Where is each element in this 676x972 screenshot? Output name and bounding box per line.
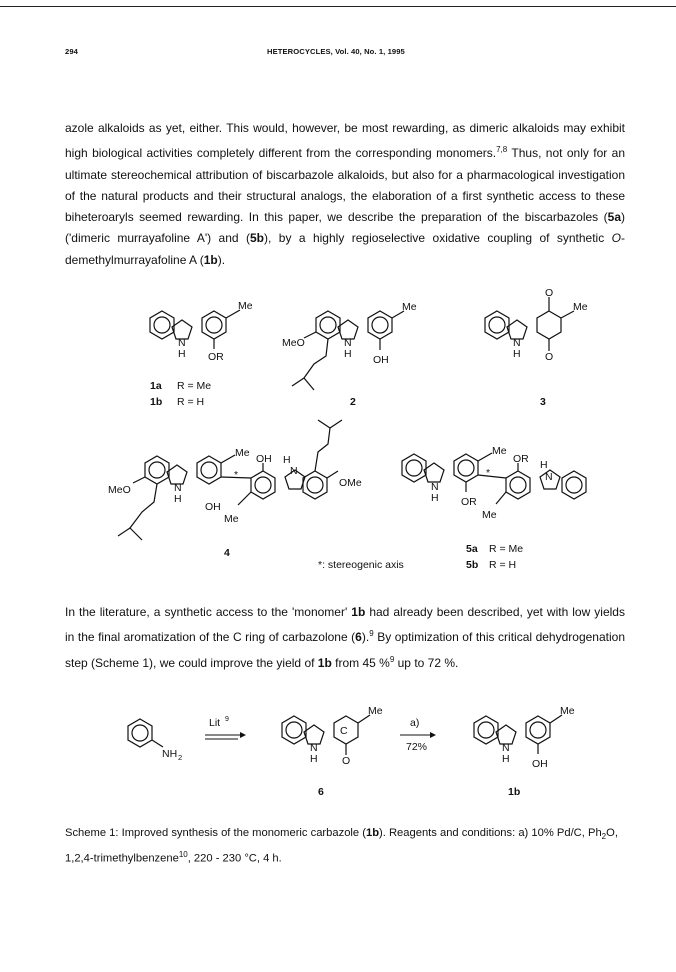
svg-text:H: H <box>283 454 291 466</box>
svg-text:9: 9 <box>225 716 229 723</box>
compound-label-1a: 1a <box>150 380 162 392</box>
scheme-caption: Scheme 1: Improved synthesis of the monomeric carbazole (1b). Reagents and conditions: a) 10% Pd/C, $Ph_2O$, 1,2,4-trimethylbenzene$^{10}$, 220 - 230 °C, 4 h. <box>65 827 618 865</box>
compound-label-2: 2 <box>350 396 356 408</box>
svg-text:H: H <box>310 753 318 765</box>
svg-text:H: H <box>344 348 352 360</box>
svg-text:OH: OH <box>373 354 389 366</box>
compound-label-4: 4 <box>224 547 230 559</box>
structure-3 <box>485 287 588 363</box>
svg-text:OR: OR <box>513 453 529 465</box>
structure-4 <box>108 420 362 540</box>
svg-text:N: N <box>545 471 553 483</box>
svg-text:H: H <box>174 493 182 505</box>
svg-text:OH: OH <box>532 758 548 770</box>
svg-text:N: N <box>344 337 352 349</box>
svg-text:Me: Me <box>402 301 417 313</box>
scheme-1 <box>0 690 676 810</box>
svg-text:Me: Me <box>368 705 383 717</box>
svg-text:MeO: MeO <box>282 337 305 349</box>
svg-text:NH: NH <box>162 748 178 760</box>
r-group-5a: R = Me <box>489 543 524 555</box>
svg-text:a): a) <box>410 717 420 729</box>
svg-text:H: H <box>431 492 439 504</box>
svg-text:OR: OR <box>461 496 477 508</box>
arrow-step-a <box>400 717 436 753</box>
page-number: 294 <box>65 47 78 56</box>
paragraph-literature: In the literature, a synthetic access to the 'monomer' 1b had already been described, yet with low yields in the final aromatization of the C ring of carbazolone (6).$^9$ By optimization of this critical dehydrogenation step (Scheme 1), we could improve the yield of 1b from 45 %$^9$ up to 72 %. <box>65 605 625 670</box>
compound-label-1b-scheme: 1b <box>508 786 521 798</box>
svg-text:C: C <box>340 725 348 737</box>
r-group-1b: R = H <box>177 396 205 408</box>
aniline-structure <box>128 719 182 762</box>
top-rule <box>0 6 676 7</box>
figure-structures <box>0 280 676 580</box>
svg-text:N: N <box>174 482 182 494</box>
svg-text:H: H <box>513 348 521 360</box>
compound-label-1b: 1b <box>150 396 163 408</box>
svg-text:*: * <box>234 469 239 481</box>
svg-text:O: O <box>545 351 554 363</box>
svg-text:Me: Me <box>560 705 575 717</box>
r-group-5b: R = H <box>489 559 517 571</box>
compound-label-3: 3 <box>540 396 546 408</box>
running-header: HETEROCYCLES, Vol. 40, No. 1, 1995 <box>267 47 405 56</box>
svg-text:*: * <box>486 467 491 479</box>
svg-text:N: N <box>513 337 521 349</box>
structure-6 <box>282 705 383 767</box>
svg-text:OH: OH <box>256 453 272 465</box>
stereogenic-axis-note: *: stereogenic axis <box>318 559 404 571</box>
svg-text:N: N <box>290 465 298 477</box>
svg-text:N: N <box>431 481 439 493</box>
svg-text:H: H <box>502 753 510 765</box>
svg-text:N: N <box>178 337 186 349</box>
compound-label-5b: 5b <box>466 559 479 571</box>
arrow-lit <box>205 716 246 739</box>
compound-label-6: 6 <box>318 786 324 798</box>
svg-text:MeO: MeO <box>108 484 131 496</box>
svg-text:Me: Me <box>482 509 497 521</box>
svg-text:H: H <box>540 459 548 471</box>
r-group-1a: R = Me <box>177 380 212 392</box>
svg-text:H: H <box>178 348 186 360</box>
compound-label-5a: 5a <box>466 543 478 555</box>
svg-text:OH: OH <box>205 501 221 513</box>
structure-1 <box>150 300 253 363</box>
structure-5 <box>402 445 586 521</box>
svg-text:O: O <box>545 287 554 299</box>
svg-text:2: 2 <box>178 753 183 762</box>
svg-text:OR: OR <box>208 351 224 363</box>
structure-1b-product <box>474 705 575 770</box>
structure-2 <box>282 301 417 390</box>
svg-text:N: N <box>502 742 510 754</box>
svg-text:O: O <box>342 755 351 767</box>
svg-text:OMe: OMe <box>339 477 362 489</box>
svg-text:Me: Me <box>224 513 239 525</box>
svg-text:Me: Me <box>235 447 250 459</box>
svg-text:Me: Me <box>492 445 507 457</box>
svg-text:N: N <box>310 742 318 754</box>
svg-text:Lit: Lit <box>209 717 221 729</box>
svg-text:Me: Me <box>238 300 253 312</box>
paragraph-intro: azole alkaloids as yet, either. This would, however, be most rewarding, as dimeric alkaloids may exhibit high biological activities completely different from the corresponding monomers.$^{7,8}$ Thus, not only for an ultimate stereochemical attribution of biscarbazole alkaloids, but also for a pharmacological investigation of the natural products and their structural analogs, the elaboration of a first synthetic access to these biheteroaryls seemed rewarding. In this paper, we describe the preparation of the biscarbazoles (5a) ('dimeric murrayafoline A') and (5b), by a highly regioselective oxidative coupling of synthetic O-demethylmurrayafoline A (1b). <box>65 121 626 267</box>
svg-text:Me: Me <box>573 301 588 313</box>
svg-text:72%: 72% <box>406 741 428 753</box>
